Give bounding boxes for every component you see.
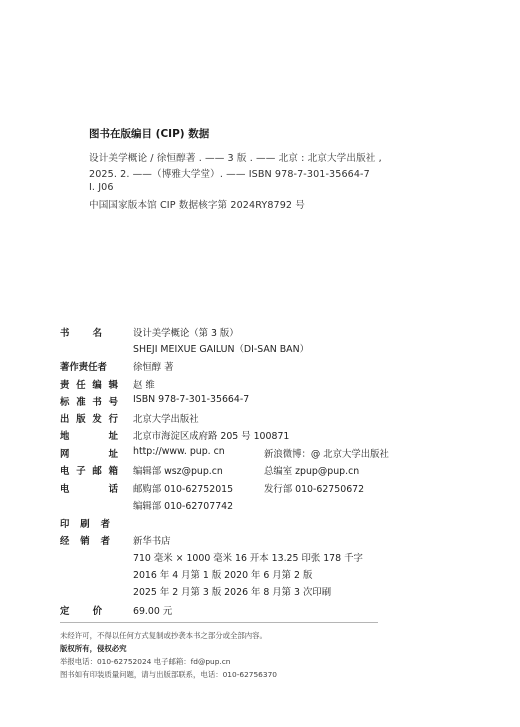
email-editorial[interactable]: 编辑部 wsz@pup.cn xyxy=(133,466,223,477)
info-label-publisher: 出 版 发 行 xyxy=(60,414,118,425)
info-label-website: 网 址 xyxy=(60,449,118,460)
book-title-pinyin: SHEJI MEIXUE GAILUN（DI-SAN BAN） xyxy=(133,344,309,355)
info-label-phone: 电 话 xyxy=(60,484,118,495)
info-label-isbn: 标 准 书 号 xyxy=(60,397,118,408)
publisher-value: 北京大学出版社 xyxy=(133,414,199,425)
info-label-printer: 印 刷 者 xyxy=(60,519,110,530)
author-value: 徐恒醇 著 xyxy=(133,362,174,373)
copyright-notice: 未经许可，不得以任何方式复制或抄袭本书之部分或全部内容。 xyxy=(60,631,267,640)
info-label-title: 书 名 xyxy=(60,328,102,339)
phone-distribution: 发行部 010-62750672 xyxy=(264,484,365,495)
book-title: 设计美学概论（第 3 版） xyxy=(133,328,239,339)
editor-value: 赵 维 xyxy=(133,380,155,391)
cip-line: 设计美学概论 / 徐恒醇著 . —— 3 版 . —— 北京 : 北京大学出版社 , xyxy=(89,153,382,164)
phone-editorial: 编辑部 010-62707742 xyxy=(133,501,234,512)
info-label-author: 著作责任者 xyxy=(60,362,107,373)
format-value: 710 毫米 × 1000 毫米 16 开本 13.25 印张 178 千字 xyxy=(133,553,363,564)
edition-value-2: 2025 年 2 月第 3 版 2026 年 8 月第 3 次印刷 xyxy=(133,587,332,598)
quality-contact: 图书如有印装质量问题，请与出版部联系，电话：010-62756370 xyxy=(60,670,277,679)
price-value: 69.00 元 xyxy=(133,606,173,617)
info-label-address: 地 址 xyxy=(60,431,118,442)
email-chief-office[interactable]: 总编室 zpup@pup.cn xyxy=(264,466,360,477)
rights-reserved: 版权所有，侵权必究 xyxy=(60,644,127,653)
cip-heading: 图书在版编目 (CIP) 数据 xyxy=(89,128,210,140)
info-label-price: 定 价 xyxy=(60,606,102,617)
cip-line: Ⅰ. J06 xyxy=(89,182,114,193)
website-link[interactable]: http://www. pup. cn xyxy=(133,446,225,457)
info-label-email: 电 子 邮 箱 xyxy=(60,466,118,477)
report-contact: 举报电话：010-62752024 电子邮箱：fd@pup.cn xyxy=(60,657,231,666)
phone-mail-order: 邮购部 010-62752015 xyxy=(133,484,234,495)
cip-line: 中国国家版本馆 CIP 数据核字第 2024RY8792 号 xyxy=(89,200,305,211)
seller-value: 新华书店 xyxy=(133,536,171,547)
info-label-editor: 责 任 编 辑 xyxy=(60,380,118,391)
isbn-value: ISBN 978-7-301-35664-7 xyxy=(133,394,250,405)
address-value: 北京市海淀区成府路 205 号 100871 xyxy=(133,431,290,442)
info-label-seller: 经 销 者 xyxy=(60,536,110,547)
divider-rule xyxy=(60,622,378,623)
edition-value: 2016 年 4 月第 1 版 2020 年 6 月第 2 版 xyxy=(133,570,313,581)
weibo-value: 新浪微博：@ 北京大学出版社 xyxy=(264,449,389,460)
cip-line: 2025. 2. ——（博雅大学堂）. —— ISBN 978-7-301-35664-7 xyxy=(89,169,370,180)
